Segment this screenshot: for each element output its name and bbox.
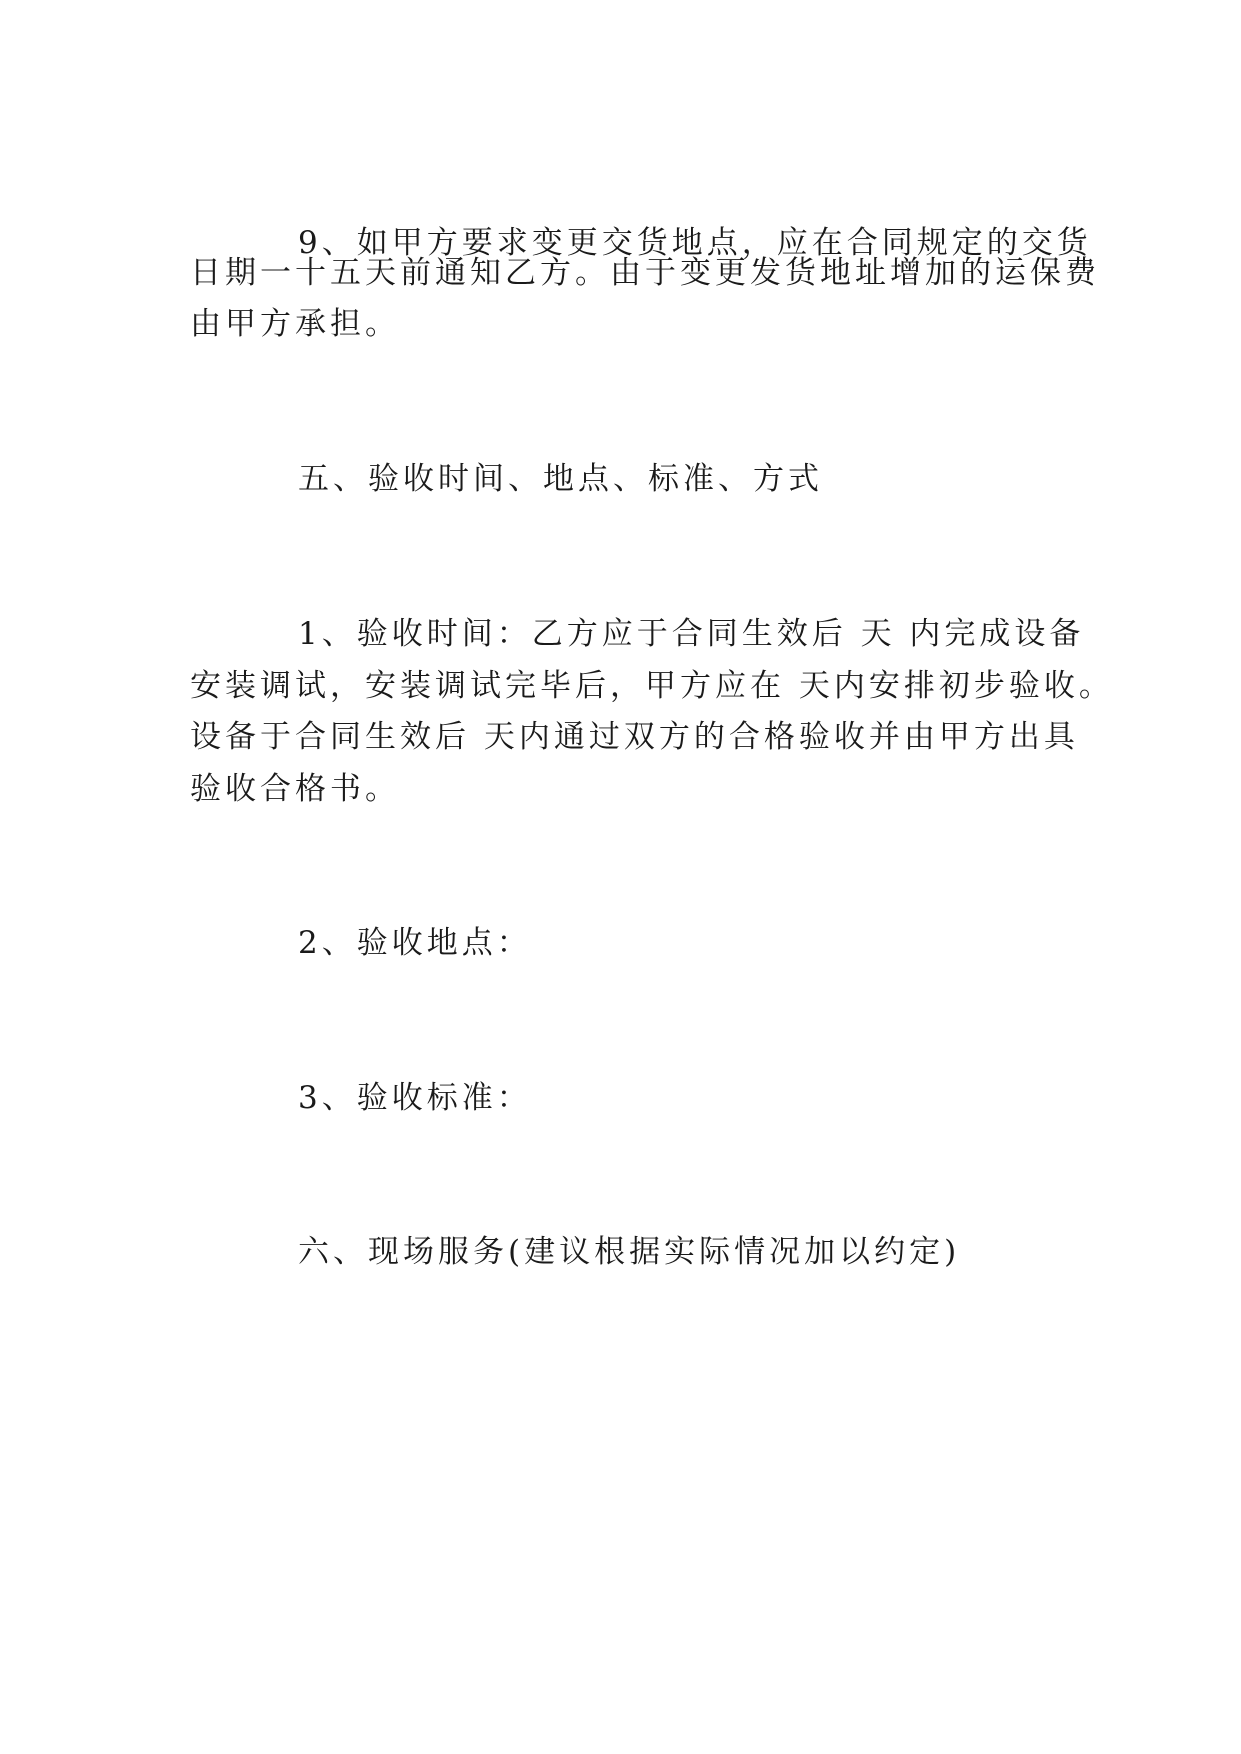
- section-6-heading: 六、现场服务(建议根据实际情况加以约定): [298, 1234, 961, 1270]
- item-3: 3、验收标准：: [298, 1080, 532, 1116]
- item-1-line-4: 验收合格书。: [190, 771, 400, 807]
- clause-9-line-2: 日期一十五天前通知乙方。由于变更发货地址增加的运保费: [190, 255, 1100, 291]
- item-2: 2、验收地点：: [298, 925, 532, 961]
- section-5-heading: 五、验收时间、地点、标准、方式: [298, 461, 823, 497]
- clause-9-line-1: 9、如甲方要求变更交货地点，应在合同规定的交货: [298, 225, 1092, 261]
- clause-9-line-3: 由甲方承担。: [190, 306, 400, 342]
- item-1-line-3: 设备于合同生效后 天内通过双方的合格验收并由甲方出具: [190, 719, 1079, 755]
- item-1-line-2: 安装调试，安装调试完毕后，甲方应在 天内安排初步验收。: [190, 668, 1114, 704]
- item-1-line-1: 1、验收时间：乙方应于合同生效后 天 内完成设备: [298, 616, 1085, 652]
